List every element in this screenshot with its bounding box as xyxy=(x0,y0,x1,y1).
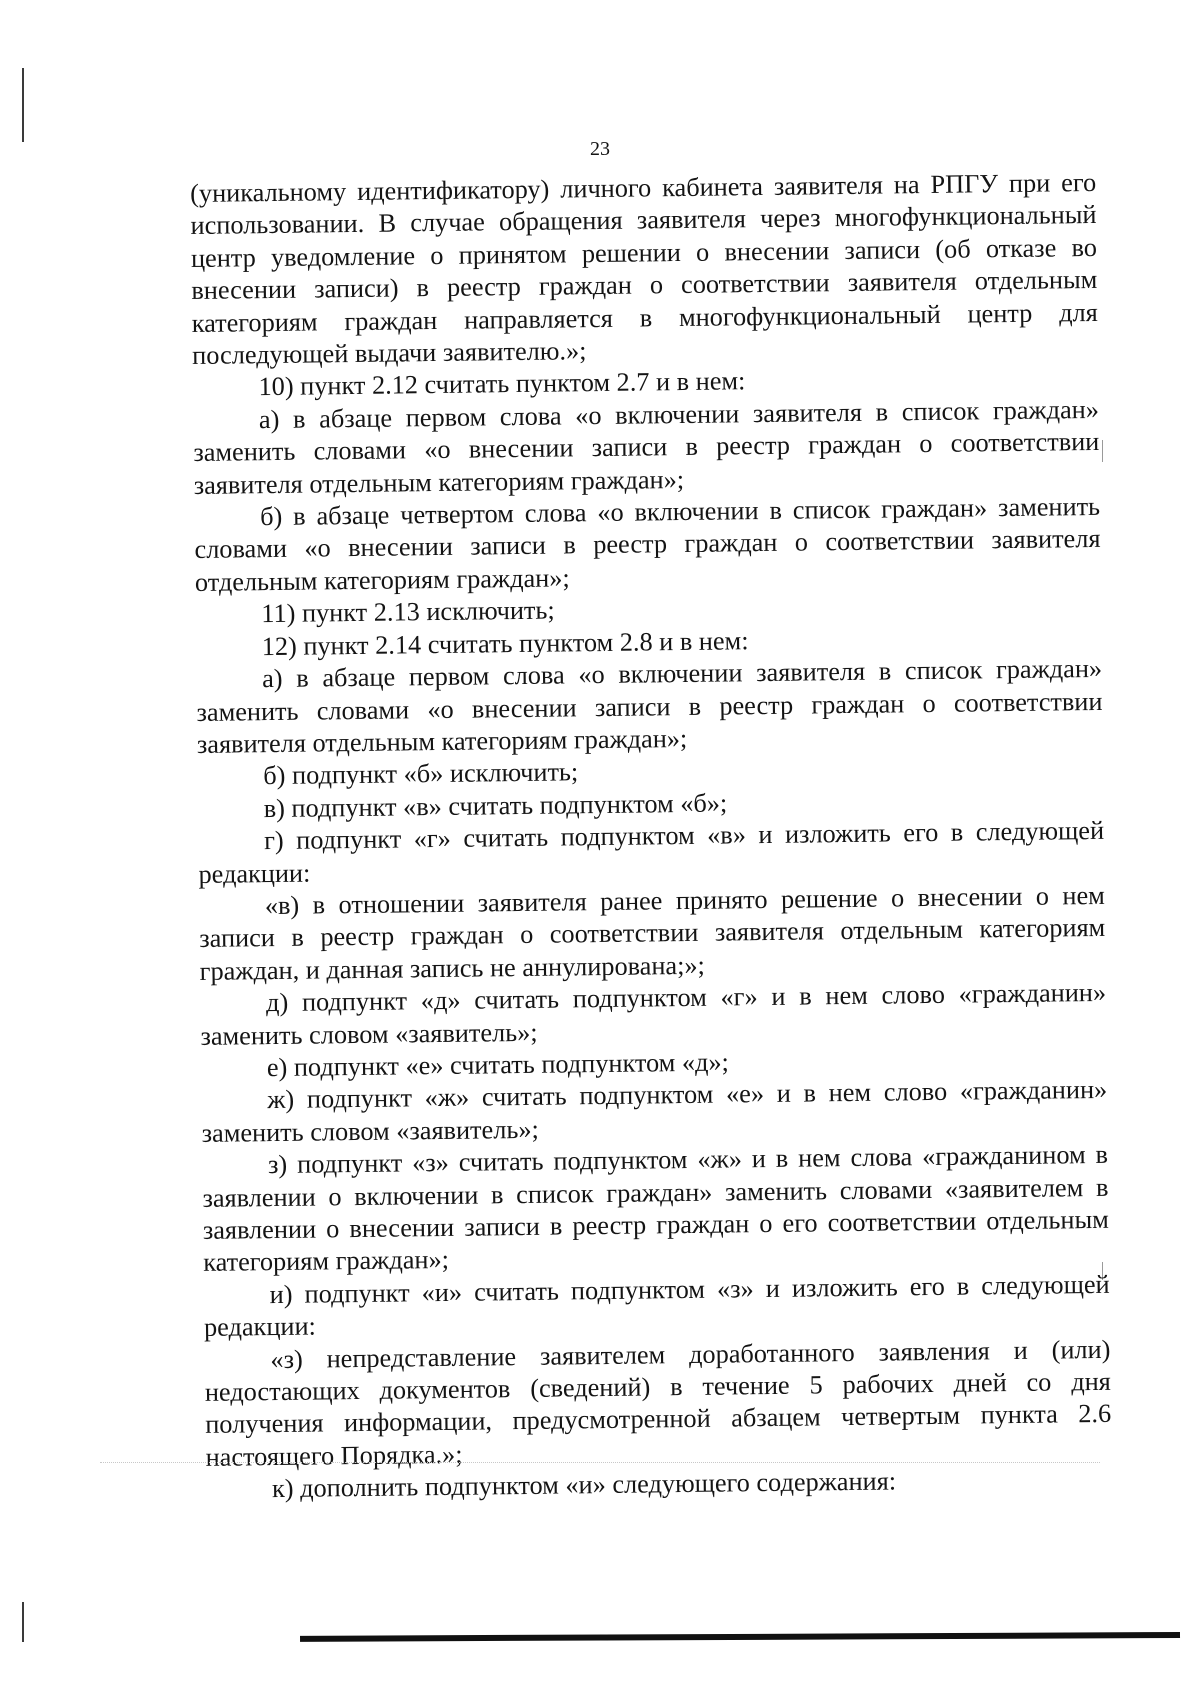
paragraph: з) подпункт «з» считать подпунктом «ж» и в нем слова «гражданином в заявлении о включении в список граждан» заменить словами «заявителем в заявлении о внесении записи в реестр граждан о его соответствии отдельным категориям граждан»; xyxy=(202,1140,1109,1278)
paragraph: а) в абзаце первом слова «о включении заявителя в список граждан» заменить словами «о внесении записи в реестр граждан о соответствии заявителя отдельным категориям граждан»; xyxy=(196,653,1103,759)
paragraph: «з) непредставление заявителем доработанного заявления и (или) недостающих документов (сведений) в течение 5 рабочих дней со дня получения информации, предусмотренной абзацем четвертым пункта 2.6 настоящего Порядка.»; xyxy=(204,1334,1112,1472)
paragraph: 12) пункт 2.14 считать пунктом 2.8 и в нем: xyxy=(261,625,749,661)
paragraph: «в) в отношении заявителя ранее принято решение о внесении о нем записи в реестр граждан о соответствии заявителя отдельным категориям граждан, и данная запись не аннулирована;»; xyxy=(199,880,1106,986)
document-body xyxy=(190,167,1112,1507)
paragraph: а) в абзаце первом слова «о включении заявителя в список граждан» заменить словами «о внесении записи в реестр граждан о соответствии заявителя отдельным категориям граждан»; xyxy=(193,394,1100,500)
scan-bottom-rule xyxy=(300,1632,1180,1642)
paragraph: д) подпункт «д» считать подпунктом «г» и в нем слово «гражданин» заменить словом «заявитель»; xyxy=(200,978,1107,1051)
paragraph: г) подпункт «г» считать подпунктом «в» и изложить его в следующей редакции: xyxy=(198,816,1105,889)
page-number: 23 xyxy=(590,138,610,160)
paragraph: и) подпункт «и» считать подпунктом «з» и изложить его в следующей редакции: xyxy=(203,1269,1110,1343)
paragraph: (уникальному идентификатору) личного кабинета заявителя на РПГУ при его использовании. В случае обращения заявителя через многофункциональный центр уведомление о принятом решении о внесении записи (об отказе во внесении записи) в реестр граждан о соответствии заявителя отдельным категориям граждан направляется в многофункциональный центр для последующей выдачи заявителю.»; xyxy=(190,167,1098,371)
paragraph: б) подпункт «б» исключить; xyxy=(263,757,579,791)
scan-edge-mark xyxy=(22,1602,24,1642)
paragraph: в) подпункт «в» считать подпунктом «б»; xyxy=(263,788,728,823)
paragraph: е) подпункт «е» считать подпунктом «д»; xyxy=(266,1047,730,1083)
scan-edge-tick xyxy=(1102,440,1103,462)
paragraph: 11) пункт 2.13 исключить; xyxy=(261,595,555,629)
scan-edge-mark xyxy=(22,68,24,142)
paragraph: 10) пункт 2.12 считать пунктом 2.7 и в нем: xyxy=(258,366,746,402)
paragraph: к) дополнить подпунктом «и» следующего содержания: xyxy=(271,1466,897,1504)
paragraph: б) в абзаце четвертом слова «о включении в список граждан» заменить словами «о внесении записи в реестр граждан о соответствии заявителя отдельным категориям граждан»; xyxy=(194,491,1101,597)
paragraph: ж) подпункт «ж» считать подпунктом «е» и в нем слово «гражданин» заменить словом «заявитель»; xyxy=(201,1075,1108,1148)
scan-artifact-line xyxy=(100,1462,1100,1463)
